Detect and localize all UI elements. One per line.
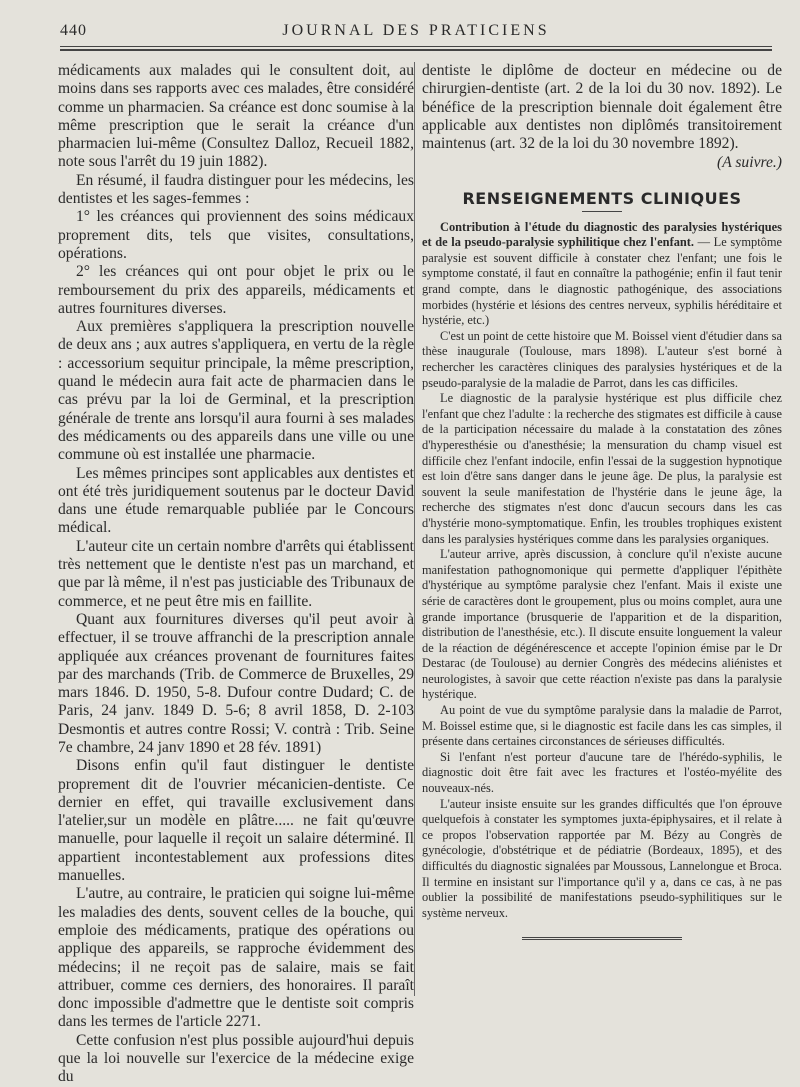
paragraph: Si l'enfant n'est porteur d'aucune tare de l'hérédo-syphilis, le diagnostic doit être fait avec les fractures et l'ostéo-myélite des nouveaux-nés. bbox=[422, 749, 782, 796]
paragraph: Aux premières s'appliquera la prescription nouvelle de deux ans ; aux autres s'appliquera, en vertu de la règle : accessorium sequitur principale, la même prescription, quand le médecin aura fait acte de pharmacien dans le cas prévu par la loi de Germinal, et la prescription générale de trente ans lorsqu'il aura fourni à ses malades des médicaments ou des appareils dans une ville ou une commune où est installée une pharmacie. bbox=[58, 318, 414, 464]
page-header bbox=[60, 14, 772, 44]
paragraph: 2° les créances qui ont pour objet le prix ou le remboursement du prix des appareils, médicaments et autres fournitures diverses. bbox=[58, 263, 414, 317]
paragraph: Les mêmes principes sont applicables aux dentistes et ont été très juridiquement soutenus par le docteur David dans une étude remarquable publiée par le Concours médical. bbox=[58, 464, 414, 537]
journal-title: JOURNAL DES PRATICIENS bbox=[282, 22, 550, 39]
section-rule bbox=[582, 211, 622, 212]
paragraph: L'autre, au contraire, le praticien qui soigne lui-même les maladies des dents, souvent celles de la bouche, qui emploie des médicaments, pratique des opérations ou applique des appareils, se rapproche évidemment des médecins; il ne reçoit pas de salaire, mais se fait attribuer, comme ces derniers, des honoraires. Il paraît donc impossible d'admettre que le dentiste soit compris dans les termes de l'article 2271. bbox=[58, 885, 414, 1031]
paragraph: Au point de vue du symptôme paralysie dans la maladie de Parrot, M. Boissel estime que, si le diagnostic est facile dans les cas simples, il présente dans certaines circonstances de sérieuses difficultés. bbox=[422, 703, 782, 749]
paragraph: En résumé, il faudra distinguer pour les médecins, les dentistes et les sages-femmes : bbox=[58, 171, 414, 208]
to-be-continued: (A suivre.) bbox=[717, 154, 782, 172]
paragraph: Disons enfin qu'il faut distinguer le dentiste proprement dit de l'ouvrier mécanicien-dentiste. Ce dernier en effet, qui travaille exclusivement dans l'atelier,sur un modèle en plâtre..... ne fait qu'œuvre manuelle, pour laquelle il reçoit un salaire déterminé. Il appartient incontestablement aux professions dites manuelles. bbox=[58, 757, 414, 885]
article-title: Contribution à l'étude du diagnostic des paralysies hystériques et de la pseudo-paralysie syphilitique chez l'enfant. bbox=[422, 219, 782, 250]
paragraph: L'auteur cite un certain nombre d'arrêts qui établissent très nettement que le dentiste n'est pas un marchand, et que par là même, il n'est pas justiciable des Tribunaux de commerce, et ne peut être mis en faillite. bbox=[58, 537, 414, 610]
header-rule-thick bbox=[60, 49, 772, 51]
column-divider bbox=[414, 62, 415, 996]
article-text: — Le symptôme paralysie est souvent difficile à constater chez l'enfant; une fois le symptome constaté, il faut en connaître la pathogénie; enfin il faut tenir grand compte, dans le diagnostic pathogénique, des associations morbides (hystérie et lésions des centres nerveux, syphilis héréditaire et hystérie, etc.) bbox=[422, 235, 782, 328]
article-first-paragraph bbox=[422, 220, 782, 329]
paragraph: Cette confusion n'est plus possible aujourd'hui depuis que la loi nouvelle sur l'exercice de la médecine exige du bbox=[58, 1031, 414, 1086]
paragraph: médicaments aux malades qui le consultent doit, au moins dans ses rapports avec ces malades, être considéré comme un pharmacien. Sa créance est donc soumise à la même prescription que le serait la créance d'un pharmacien lui-même (Consultez Dalloz, Recueil 1882, note sous l'arrêt du 19 juin 1882). bbox=[58, 62, 414, 171]
paragraph: C'est un point de cette histoire que M. Boissel vient d'étudier dans sa thèse inaugurale (Toulouse, mars 1898). L'auteur s'est borné à rechercher les caractères cliniques des paralysies hystériques et de la pseudo-paralysie de la maladie de Parrot, dans les cas difficiles. bbox=[422, 328, 782, 390]
paragraph: Le diagnostic de la paralysie hystérique est plus difficile chez l'enfant que chez l'adulte : la recherche des stigmates est difficile à cause de la participation nécessaire du malade à la constatation des zônes d'hyperesthésie ou d'anesthésie; la mensuration du champ visuel est difficile chez l'enfant indocile, enfin l'essai de la suggestion hypnotique est loin d'être sans danger dans le jeune âge. De plus, la paralysie est souvent la seule manifestation de l'hystérie dans le jeune âge, la recherche des stigmates n'est donc d'aucun secours dans les cas d'hystérie mono-symptomatique. Enfin, les troubles trophiques existent dans les paralysies hystériques comme dans les paralysies organiques. bbox=[422, 391, 782, 546]
right-column bbox=[422, 62, 782, 943]
section-heading: RENSEIGNEMENTS CLINIQUES bbox=[462, 189, 742, 209]
paragraph: L'auteur arrive, après discussion, à conclure qu'il n'existe aucune manifestation pathognomonique qui permette d'appliquer l'épithète d'hystérique au symptôme paralysie chez l'enfant. Mais il existe une série de caractères dont le groupement, plus ou moins complet, aura une grande importance (brusquerie de l'apparition et de la disparition, distribution de l'anesthésie, etc.). Il discute ensuite longuement la valeur de la réaction de dégénérescence et accepte l'opinion émise par le Dr Destarac (de Toulouse) au dernier Congrès des médecins aliénistes et neurologistes, à savoir que cette réaction n'existe pas dans la paralysie hystérique. bbox=[422, 547, 782, 702]
end-rule bbox=[522, 937, 682, 943]
page-number: 440 bbox=[60, 22, 87, 39]
header-rule bbox=[60, 46, 772, 47]
paragraph: L'auteur insiste ensuite sur les grandes difficultés que l'on éprouve quelquefois à constater les symptomes juxta-épiphysaires, et il relate à ce propos l'observation rapportée par M. Bézy au Congrès de gynécologie, d'obstétrique et de pédiatrie (Bordeaux, 1895), et des difficultés du diagnostic signalées par Moussous, Lannelongue et Broca. Il termine en insistant sur l'importance qu'il y a, dans ce cas, à ne pas oublier la possibilité de manifestations pseudo-syphilitiques sur le système nerveux. bbox=[422, 796, 782, 920]
paragraph: 1° les créances qui proviennent des soins médicaux proprement dits, tels que visites, consultations, opérations. bbox=[58, 208, 414, 262]
paragraph: dentiste le diplôme de docteur en médecine ou de chirurgien-dentiste (art. 2 de la loi du 30 nov. 1892). Le bénéfice de la prescription biennale doit également être applicable aux dentistes non diplômés transitoirement maintenus (art. 32 de la loi du 30 novembre 1892). bbox=[422, 62, 782, 153]
left-column bbox=[58, 62, 414, 1087]
paragraph: Quant aux fournitures diverses qu'il peut avoir à effectuer, il se trouve affranchi de la prescription annale appliquée aux créances provenant de fournitures faites par des marchands (Trib. de Commerce de Bruxelles, 29 mars 1846. D. 1950, 5-8. Dufour contre Dudard; C. de Paris, 24 janv. 1849 D. 5-6; 8 avril 1858, D. 2-103 Desmontis et autres contre Rossi; V. contrà : Trib. Seine 7e chambre, 24 janv 1890 et 28 fév. 1891) bbox=[58, 610, 414, 756]
